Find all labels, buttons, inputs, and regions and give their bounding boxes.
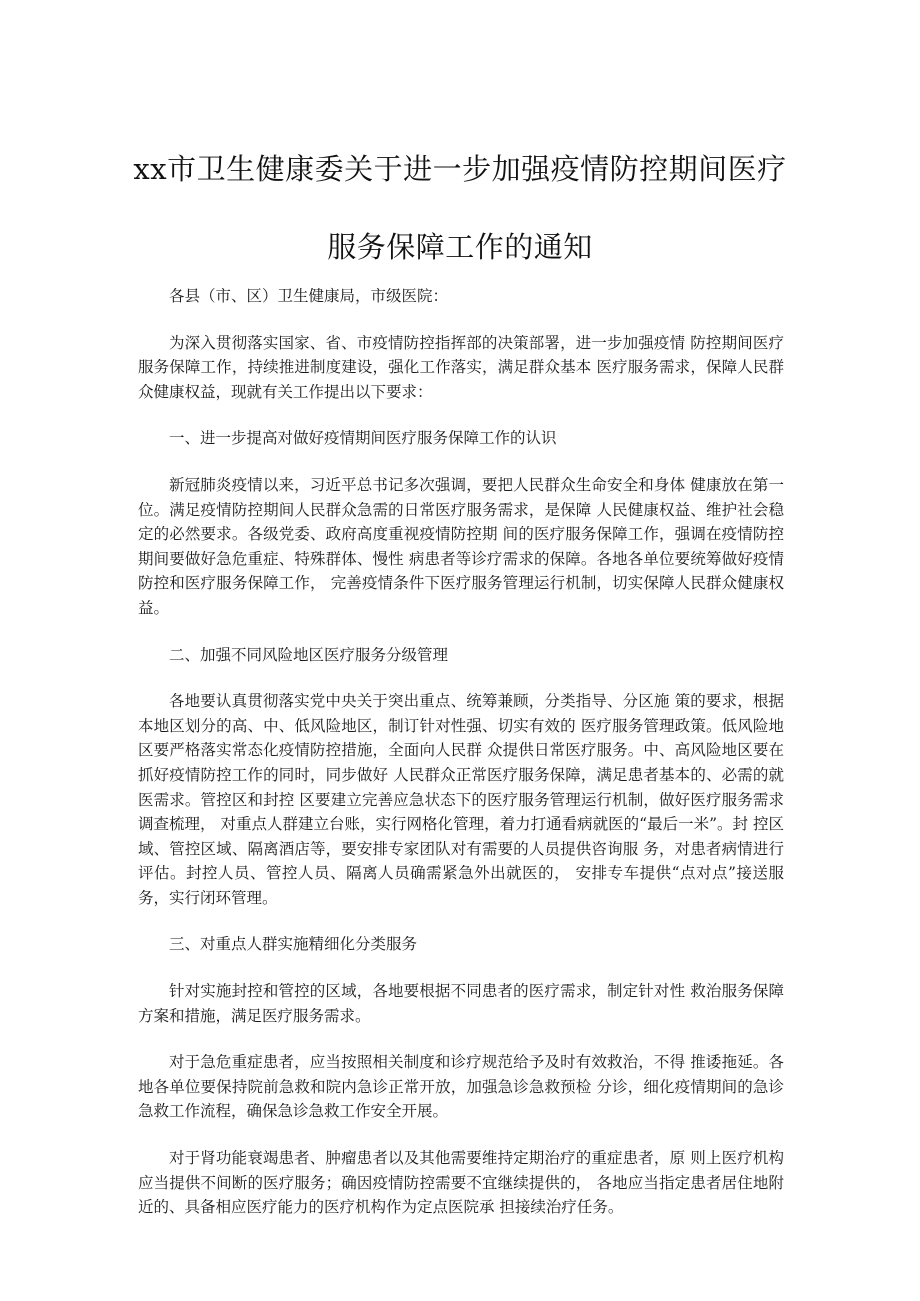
section-3-paragraph-3: 对于肾功能衰竭患者、肿瘤患者以及其他需要维持定期治疗的重症患者，原 则上医疗机构应当提供不间断的医疗服务；确因疫情防控需要不宜继续提供的， 各地应当指定患者居住地附近的、具备相应医疗能力的医疗机构作为定点医院承 担接续治疗任务。 xyxy=(138,1149,784,1217)
section-1-heading: 一、进一步提高对做好疫情期间医疗服务保障工作的认识 xyxy=(169,429,557,448)
section-2-paragraph-1: 各地要认真贯彻落实党中央关于突出重点、统筹兼顾，分类指导、分区施 策的要求，根据本地区划分的高、中、低风险地区，制订针对性强、切实有效的 医疗服务管理政策。低风险地区要严格落实常态化疫情防控措施，全面向人民群 众提供日常医疗服务。中、高风险地区要在抓好疫情防控工作的同时，同步做好 人民群众正常医疗服务保障，满足患者基本的、必需的就医需求。管控区和封控 区要建立完善应急状态下的医疗服务管理运行机制，做好医疗服务需求调查梳理， 对重点人群建立台账，实行网格化管理，着力打通看病就医的“最后一米”。封 控区域、管控区域、隔离酒店等，要安排专家团队对有需要的人员提供咨询服 务，对患者病情进行评估。封控人员、管控人员、隔离人员确需紧急外出就医的， 安排专车提供“点对点”接送服务，实行闭环管理。 xyxy=(138,692,784,907)
section-1-paragraph-1: 新冠肺炎疫情以来，习近平总书记多次强调，要把人民群众生命安全和身体 健康放在第一位。满足疫情防控期间人民群众急需的日常医疗服务需求，是保障 人民健康权益、维护社会稳定的必然要求。各级党委、政府高度重视疫情防控期 间的医疗服务保障工作，强调在疫情防控期间要做好急危重症、特殊群体、慢性 病患者等诊疗需求的保障。各地各单位要统筹做好疫情防控和医疗服务保障工作， 完善疫情条件下医疗服务管理运行机制，切实保障人民群众健康权益。 xyxy=(138,475,784,617)
document-title-line-2: 服务保障工作的通知 xyxy=(327,230,593,264)
section-3-heading: 三、对重点人群实施精细化分类服务 xyxy=(169,935,418,954)
salutation: 各县（市、区）卫生健康局，市级医院： xyxy=(169,287,449,305)
section-2-heading: 二、加强不同风险地区医疗服务分级管理 xyxy=(169,645,449,664)
document-body xyxy=(138,284,784,1242)
intro-paragraph: 为深入贯彻落实国家、省、市疫情防控指挥部的决策部署，进一步加强疫情 防控期间医疗服务保障工作，持续推进制度建设，强化工作落实，满足群众基本 医疗服务需求，保障人民群众健康权益，现就有关工作提出以下要求： xyxy=(138,333,784,401)
document-title-line-1: xx市卫生健康委关于进一步加强疫情防控期间医疗 xyxy=(133,152,787,186)
section-3-paragraph-2: 对于急危重症患者，应当按照相关制度和诊疗规范给予及时有效救治，不得 推诿拖延。各地各单位要保持院前急救和院内急诊正常开放，加强急诊急救预检 分诊，细化疫情期间的急诊急救工作流程，确保急诊急救工作安全开展。 xyxy=(138,1053,784,1121)
section-3-paragraph-1: 针对实施封控和管控的区域，各地要根据不同患者的医疗需求，制定针对性 救治服务保障方案和措施，满足医疗服务需求。 xyxy=(138,982,784,1025)
